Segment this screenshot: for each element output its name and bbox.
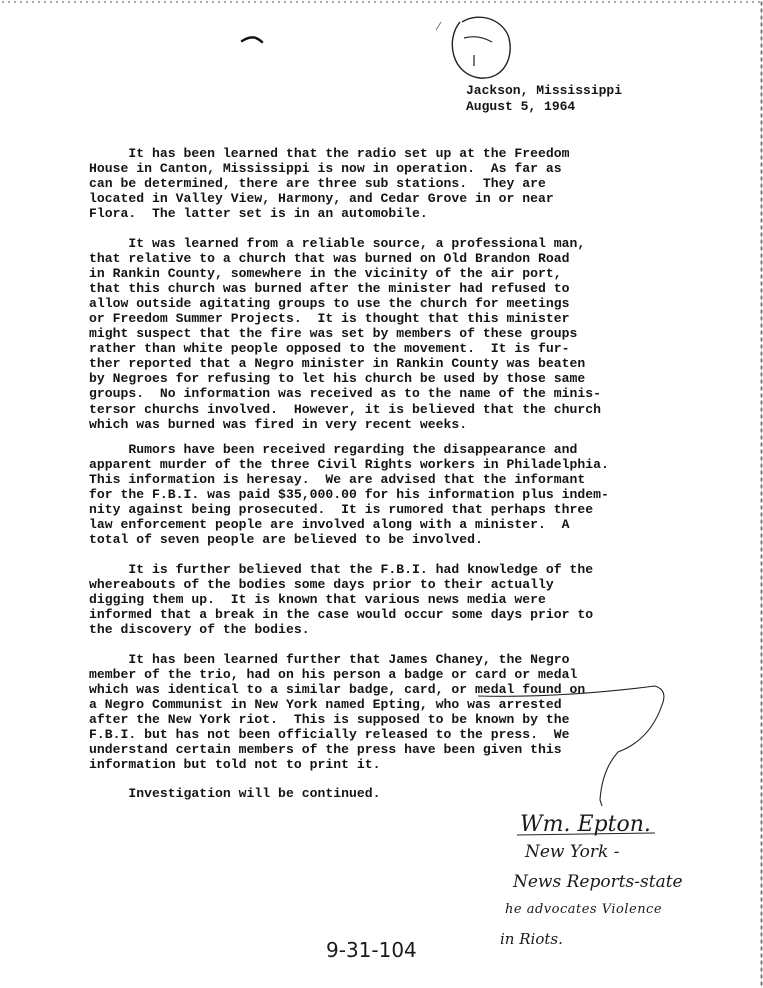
paragraph-rumors: Rumors have been received regarding the disappearance and apparent murder of the three Civil Rights workers in Philadelphia. This information is heresay. We are advised that the informant for the F.B.I. was paid $35,000.00 for his information plus indem- nity against being prosecuted. It is rumored that perhaps three law enforcement people are involved along with a minister. A total of seven people are believed to be involved. xyxy=(89,442,609,548)
paragraph-closing: Investigation will be continued. xyxy=(89,786,381,801)
file-number: 9-31-104 xyxy=(326,938,417,962)
paragraph-chaney-badge: It has been learned further that James Chaney, the Negro member of the trio, had on his person a badge or card or medal which was identical to a similar badge, card, or medal found on a Negro Communist in New York named Epting, who was arrested after the New York riot. This is supposed to be known by the F.B.I. but has not been officially released to the press. We understand certain members of the press have been given this information but told not to print it. xyxy=(89,652,586,773)
handwritten-line-2: News Reports-state xyxy=(513,872,683,892)
paragraph-church-burning: It was learned from a reliable source, a professional man, that relative to a church that was burned on Old Brandon Road in Rankin County, somewhere in the vicinity of the air port, that this church was burned after the minister had refused to allow outside agitating groups to use the church for meetings or Freedom Summer Projects. It is thought that this minister might suspect that the fire was set by members of these groups rather than white people opposed to the movement. It is fur- ther reported that a Negro minister in Rankin County was beaten by Negroes for refusing to let his church be used by those same groups. No information was received as to the name of the minis- tersor churchs involved. However, it is believed that the church which was burned was fired in very recent weeks. xyxy=(89,236,602,432)
dateline-date: August 5, 1964 xyxy=(466,99,576,114)
handwritten-name: Wm. Epton. xyxy=(520,812,651,837)
dateline xyxy=(466,83,622,115)
handwritten-line-4: in Riots. xyxy=(500,930,563,948)
circled-initial-stroke xyxy=(464,37,492,66)
paragraph-radio: It has been learned that the radio set up at the Freedom House in Canton, Mississippi is now in operation. As far as can be determined, there are three sub stations. They are located in Valley View, Harmony, and Cedar Grove in or near Flora. The latter set is in an automobile. xyxy=(89,146,570,222)
dateline-city: Jackson, Mississippi xyxy=(466,83,623,98)
small-pen-tick xyxy=(436,22,441,30)
handwritten-line-1: New York - xyxy=(525,842,620,862)
circled-initial-mark xyxy=(452,17,510,78)
paragraph-fbi-knowledge: It is further believed that the F.B.I. had knowledge of the whereabouts of the bodies some days prior to their actually digging them up. It is known that various news media were informed that a break in the case would occur some days prior to the discovery of the bodies. xyxy=(89,562,594,638)
pen-dash-mark xyxy=(242,37,262,42)
handwritten-line-3: he advocates Violence xyxy=(505,902,663,917)
